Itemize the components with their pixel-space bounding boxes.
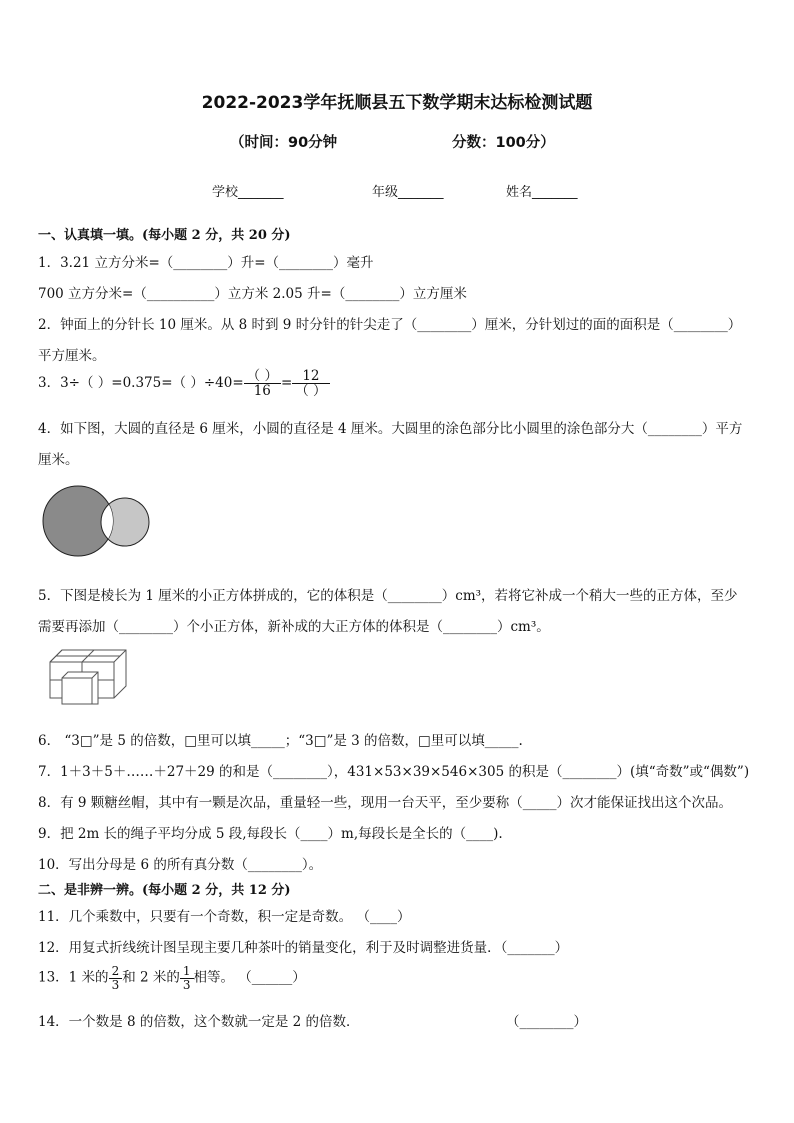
question-6: 6． “3□”是 5 的倍数，□里可以填_____；“3□”是 3 的倍数，□里可以填_____. bbox=[38, 733, 523, 749]
question-3: 3．3÷（ ）=0.375=（ ）÷40= $\frac{( )}{16}$ = $\frac{12}{( )}$ bbox=[38, 369, 330, 398]
question-12: 12．用复式折线统计图呈现主要几种茶叶的销量变化，利于及时调整进货量．（_______） bbox=[38, 940, 569, 956]
question-2-line2: 平方厘米。 bbox=[38, 348, 106, 364]
section2-heading: 二、是非辨一辨。(每小题 2 分，共 12 分) bbox=[38, 883, 291, 898]
question-14-blank: （________） bbox=[506, 1014, 587, 1030]
question-2-line1: 2．钟面上的分针长 10 厘米。从 8 时到 9 时分针的针尖走了（________）厘米，分针划过的面的面积是（________） bbox=[38, 317, 742, 333]
question-5-line1: 5．下图是棱长为 1 厘米的小正方体拼成的，它的体积是（________）cm³，若将它补成一个稍大一些的正方体，至少 bbox=[38, 588, 738, 604]
question-3-fraction-1: $\frac{( )}{16}$ bbox=[244, 369, 281, 398]
page-title: 2022-2023学年抚顺县五下数学期末达标检测试题 bbox=[201, 93, 593, 113]
fraction-two-thirds: $\frac{2}{3}$ bbox=[109, 965, 123, 991]
question-9: 9．把 2m 长的绳子平均分成 5 段,每段长（____）m,每段长是全长的（____). bbox=[38, 826, 503, 842]
school-field: 学校_______ bbox=[212, 185, 284, 200]
section1-heading: 一、认真填一填。(每小题 2 分，共 20 分) bbox=[38, 228, 291, 243]
question-5-line2: 需要再添加（________）个小正方体，新补成的大正方体的体积是（________）cm³。 bbox=[38, 619, 550, 635]
question-1-line2: 700 立方分米=（__________）立方米 2.05 升=（________）立方厘米 bbox=[38, 286, 467, 302]
question-8: 8．有 9 颗糖丝帽，其中有一颗是次品，重量轻一些，现用一台天平，至少要称（_____）次才能保证找出这个次品。 bbox=[38, 795, 733, 811]
time-label: （时间：90分钟 bbox=[230, 135, 338, 151]
score-label: 分数：100分） bbox=[452, 135, 555, 151]
question-3-fraction-2: $\frac{12}{( )}$ bbox=[292, 369, 329, 398]
cubes-figure bbox=[40, 646, 132, 708]
question-3-text: 3．3÷（ ）=0.375=（ ）÷40= bbox=[38, 375, 244, 392]
question-4-line1: 4．如下图，大圆的直径是 6 厘米，小圆的直径是 4 厘米。大圆里的涂色部分比小圆里的涂色部分大（________）平方 bbox=[38, 421, 743, 437]
question-14: 14．一个数是 8 的倍数，这个数就一定是 2 的倍数． bbox=[38, 1014, 360, 1030]
question-11: 11．几个乘数中，只要有一个奇数，积一定是奇数。 （____） bbox=[38, 909, 411, 925]
question-7: 7．1＋3＋5＋……＋27＋29 的和是（________），431×53×39×546×305 的积是（________）(填“奇数”或“偶数”) bbox=[38, 764, 750, 780]
question-4-line2: 厘米。 bbox=[38, 452, 79, 468]
name-field: 姓名_______ bbox=[506, 185, 578, 200]
question-10: 10．写出分母是 6 的所有真分数（________）。 bbox=[38, 857, 323, 873]
circles-figure bbox=[40, 484, 155, 560]
question-13: 13．1 米的 $\frac{2}{3}$ 和 2 米的 $\frac{1}{3}$ 相等。 （______） bbox=[38, 964, 306, 992]
question-1-line1: 1．3.21 立方分米=（________）升=（________）毫升 bbox=[38, 255, 374, 271]
fraction-one-third: $\frac{1}{3}$ bbox=[180, 965, 194, 991]
grade-field: 年级_______ bbox=[372, 185, 444, 200]
